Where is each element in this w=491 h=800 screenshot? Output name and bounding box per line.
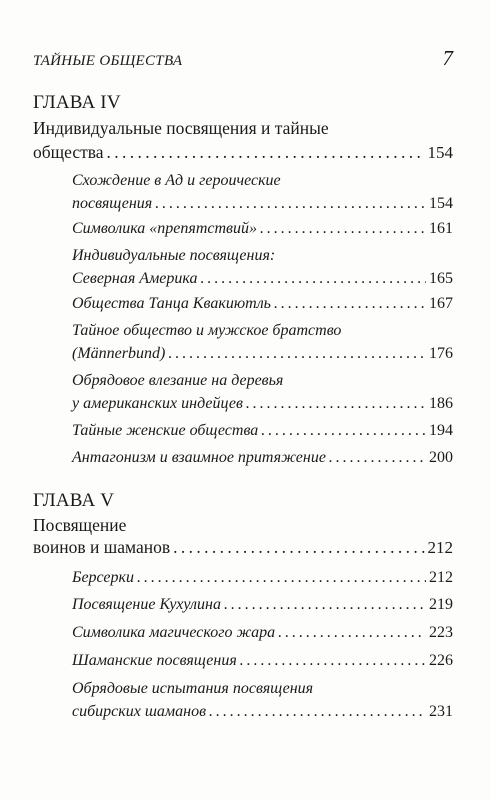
- dot-leader: [173, 537, 424, 558]
- toc-entry-line1: Посвящение: [33, 515, 127, 535]
- running-head-title: ТАЙНЫЕ ОБЩЕСТВА: [33, 53, 183, 69]
- toc-entry-text: посвящения: [72, 195, 153, 212]
- toc-entry-lastrow: [33, 537, 453, 558]
- toc-page-number: 212: [429, 569, 453, 586]
- toc-page-number: 165: [429, 270, 453, 287]
- toc-page-number: 231: [429, 703, 453, 720]
- toc-page-number: 154: [427, 143, 453, 162]
- toc-entry-text: Символика магического жара: [72, 624, 276, 641]
- toc-entry-lastrow: [72, 270, 453, 288]
- toc-entry-text: сибирских шаманов: [72, 703, 207, 720]
- dot-leader: [168, 345, 426, 363]
- toc-entry-lastrow: [72, 345, 453, 363]
- toc-entry-lastrow: [72, 195, 453, 213]
- dot-leader: [329, 449, 426, 467]
- dot-leader: [200, 270, 426, 288]
- page-number: 7: [442, 46, 453, 70]
- toc-page-number: 219: [429, 596, 453, 613]
- chapter-label: ГЛАВА IV: [33, 92, 121, 113]
- toc-entry-line1: Индивидуальные посвящения и тайные: [33, 118, 329, 138]
- toc-entry-line1: Обрядовое влезание на деревья: [72, 372, 284, 389]
- dot-leader: [155, 195, 426, 213]
- toc-entry-text: общества: [33, 142, 104, 162]
- toc-entry-text: (Männerbund): [72, 345, 166, 362]
- dot-leader: [224, 596, 426, 614]
- toc-entry-text: Посвящение Кухулина: [72, 596, 221, 613]
- toc-entry-text: Берсерки: [72, 569, 135, 586]
- toc-page-number: 167: [429, 295, 453, 312]
- toc-entry-lastrow: [72, 596, 453, 614]
- toc-entry-lastrow: [72, 422, 453, 440]
- toc-entry-line1: Индивидуальные посвящения:: [72, 247, 276, 264]
- toc-entry-lastrow: [72, 569, 453, 587]
- toc-entry-lastrow: [72, 652, 453, 670]
- toc-entry-line1: Схождение в Ад и героические: [72, 172, 281, 189]
- chapter-label: ГЛАВА V: [33, 490, 115, 511]
- dot-leader: [261, 422, 426, 440]
- dot-leader: [209, 703, 426, 721]
- toc-entry-lastrow: [72, 295, 453, 313]
- toc-page-number: 212: [427, 538, 453, 557]
- toc-entry-text: Северная Америка: [72, 270, 198, 287]
- running-head: [33, 46, 453, 71]
- toc-page-number: 161: [429, 220, 453, 237]
- toc-entry-lastrow: [72, 449, 453, 467]
- dot-leader: [274, 295, 426, 313]
- toc-entry-lastrow: [72, 395, 453, 413]
- toc-entry-lastrow: [33, 142, 453, 163]
- toc-entry-lastrow: [72, 703, 453, 721]
- toc-entry-text: воинов и шаманов: [33, 537, 171, 557]
- toc-page-number: 186: [429, 395, 453, 412]
- dot-leader: [278, 624, 426, 642]
- dot-leader: [246, 395, 426, 413]
- toc-page-number: 176: [429, 345, 453, 362]
- toc-entry-text: у американских индейцев: [72, 395, 243, 412]
- dot-leader: [137, 569, 426, 587]
- dot-leader: [107, 142, 425, 163]
- toc-entry-line1: Тайное общество и мужское братство: [72, 322, 342, 339]
- toc-entry-lastrow: [72, 624, 453, 642]
- toc-entry-text: Символика «препятствий»: [72, 220, 257, 237]
- toc-page-number: 223: [429, 624, 453, 641]
- toc-page-number: 154: [429, 195, 453, 212]
- toc-entry-text: Тайные женские общества: [72, 422, 259, 439]
- dot-leader: [260, 220, 426, 238]
- toc-entry-lastrow: [72, 220, 453, 238]
- toc-page-number: 194: [429, 422, 453, 439]
- toc-entry-text: Шаманские посвящения: [72, 652, 237, 669]
- toc-page-number: 226: [429, 652, 453, 669]
- toc-page-number: 200: [429, 449, 453, 466]
- toc-entry-line1: Обрядовые испытания посвящения: [72, 680, 314, 697]
- dot-leader: [240, 652, 426, 670]
- toc-entry-text: Общества Танца Квакиютль: [72, 295, 271, 312]
- toc-entry-text: Антагонизм и взаимное притяжение: [72, 449, 326, 466]
